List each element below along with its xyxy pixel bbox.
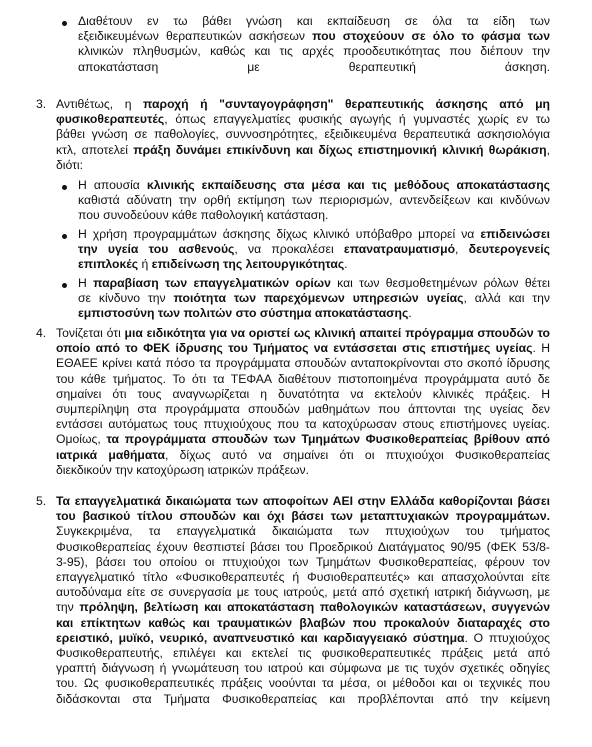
text: Η χρήση προγραμμάτων άσκησης δίχως κλινικό υπόβαθρο μπορεί να [78, 227, 481, 241]
text-line [78, 178, 550, 193]
text: γραπτή διάγνωση ή γνωμάτευση του ιατρού και σύμφωνα με τις τυχόν σχετικές οδηγίες [56, 661, 550, 676]
text: ΕΘΑΕΕ κρίνει κατά πόσο τα προγράμματα σπουδών ανταποκρίνονται στο σκοπό ίδρυσης [56, 356, 550, 371]
bold-text: την υγεία του ασθενούς [78, 242, 235, 257]
text-line [78, 242, 550, 257]
text: κλινικών πληθυσμών, καθώς και τις αρχές προοδευτικότητας που διέπουν την [78, 44, 550, 59]
text: αποκατάσταση με θεραπευτική άσκηση. [78, 59, 550, 74]
text: Ομοίως, [56, 432, 107, 447]
bullet-program-risk [78, 227, 550, 273]
text-line [78, 29, 550, 44]
text: που συνοδεύουν κάθε παθολογική κατάσταση. [78, 208, 329, 223]
text: αυτοδύναμα είτε σε συνεργασία με τους ιατρούς, μετά από σχετική ιατρική διάγνωση, με [56, 585, 550, 600]
text-line [56, 372, 550, 387]
bold-text: εμπιστοσύνη των πολιτών στο σύστημα αποκατάστασης [78, 306, 409, 321]
text: σημαίνει ότι τους αναγνωρίζεται η δυνατότητα να εκτελούν κλινικές πράξεις. Η [56, 386, 550, 401]
text: διεκδικούν την κατοχύρωση ιατρικών πράξεων. [56, 462, 310, 477]
bullet-professional-boundaries [78, 276, 550, 322]
text: του κάθε τμήματος. Το ότι τα ΤΕΦΑΑ διαθέτουν πιστοποιημένα προγράμματα αυτό δε [56, 371, 550, 386]
text-line [78, 227, 550, 242]
text: διδάσκονται στα Τμήματα Φυσικοθεραπείας και προβλέπονται από την κείμενη [56, 691, 550, 706]
text: Συγκεκριμένα, τα επαγγελματικά δικαιώματα των πτυχιούχων του τμήματος [56, 524, 550, 539]
text-line [56, 417, 550, 432]
bullet-clinical-education [78, 178, 550, 224]
text-line [56, 387, 550, 402]
bold-text: πράξη δυνάμει επικίνδυνη και δίχως επιστημονική κλινική θωράκιση [133, 142, 547, 157]
item-3-paragraph [56, 97, 550, 173]
bold-text: ποιότητα των παρεχόμενων υπηρεσιών υγείας [173, 291, 464, 306]
text-line [56, 494, 550, 509]
bold-text: δευτερογενείς [468, 242, 550, 257]
bold-text: ερειστικό, μυϊκό, νευρικό, αναπνευστικό και καρδιαγγειακό σύστημα [56, 630, 465, 645]
text: διότι: [56, 157, 84, 172]
text-line [78, 276, 550, 291]
bold-text: οποίο από το ΦΕΚ ίδρυσης του Τμήματος να εντάσσεται στις επιστήμες υγείας [56, 341, 533, 356]
bullet-dot [62, 234, 67, 239]
text-line [56, 127, 550, 142]
text-line [78, 257, 550, 272]
text-line [56, 326, 550, 341]
text-line [78, 208, 550, 223]
text: Φυσικοθεραπευτής, επιλέγει και εκτελεί τις φυσικοθεραπευτικές πράξεις μετά από [56, 646, 550, 661]
text: Η απουσία [78, 178, 147, 192]
bold-text: κλινικής εκπαίδευσης στα μέσα και τις μεθόδους αποκατάστασης [146, 178, 550, 192]
text: εξειδικευμένων θεραπευτικών ασκήσεων [78, 29, 305, 44]
bold-text: πρόληψη, βελτίωση και αποκατάσταση παθολογικών καταστάσεων, συγγενών [79, 600, 550, 615]
text: , να προκαλέσει [234, 242, 344, 257]
bold-text: και επίκτητων καθώς και τραυματικών βλαβών που προκαλούν διαταραχές στο [56, 615, 550, 630]
text-line [56, 616, 550, 631]
text-line [56, 509, 550, 524]
text-line [56, 631, 550, 646]
text: του. Ως φυσικοθεραπευτικές πράξεις νοούνται τα μέσα, οι μέθοδοι και οι τεχνικές που [56, 676, 550, 691]
text: συμπερίληψη στα προγράμματα σπουδών μαθημάτων που άπτονται της υγείας δεν [56, 402, 550, 417]
text-line [56, 570, 550, 585]
text-line [56, 676, 550, 691]
text: . Η [532, 341, 550, 356]
text-line [56, 97, 550, 112]
text: Η [78, 276, 94, 290]
bold-text: παραβίαση των επαγγελματικών ορίων [93, 276, 331, 290]
text: κτλ, αποτελεί [56, 142, 134, 157]
text-line [78, 306, 550, 321]
bullet-specialized-exercise [78, 14, 550, 75]
text-line [56, 692, 550, 707]
text-line [56, 600, 550, 615]
text-line [56, 463, 550, 478]
bold-text: ιατρικά μαθήματα [56, 447, 165, 462]
text: την [56, 600, 80, 615]
text-line [78, 44, 550, 59]
text: βάθει γνώση σε παθολογίες, συννοσηρότητες, εξειδικευμένα θεραπευτικά ασκησιολόγια [56, 127, 550, 142]
text: , αλλά και την [463, 291, 550, 306]
item-number-5: 5. [36, 494, 47, 508]
text-line [56, 112, 550, 127]
item-4-paragraph [56, 326, 550, 478]
text: , [455, 242, 469, 257]
bold-text: τα προγράμματα σπουδών των Τμημάτων Φυσικοθεραπείας βρίθουν από [106, 432, 550, 447]
bold-text: επιδεινώσει [480, 227, 550, 241]
text-line [56, 585, 550, 600]
text: Τονίζεται ότι [56, 326, 125, 340]
bold-text: μια ειδικότητα για να οριστεί ως κλινική απαιτεί πρόγραμμα σπουδών το [124, 326, 550, 340]
text: Διαθέτουν εν τω βάθει γνώση και εκπαίδευση σε όλα τα είδη των [78, 14, 550, 28]
text: . [408, 306, 412, 321]
text-line [56, 555, 550, 570]
text-line [56, 540, 550, 555]
item-5-paragraph [56, 494, 550, 707]
text: , δίχως αυτό να σημαίνει ότι οι πτυχιούχοι Φυσικοθεραπείας [164, 447, 550, 462]
text-line [56, 661, 550, 676]
item-number-3: 3. [36, 97, 47, 111]
bold-text: παροχή ή "συνταγογράφηση" θεραπευτικής άσκησης από μη [143, 97, 551, 111]
text: . [344, 257, 348, 272]
bold-text: φυσικοθεραπευτές [56, 112, 165, 127]
text-line [56, 646, 550, 661]
text: , όπως επαγγελματίες φυσικής αγωγής ή γυμναστές χωρίς εν τω [164, 112, 550, 127]
bullet-dot [62, 283, 67, 288]
text-line [56, 402, 550, 417]
text-line [56, 432, 550, 447]
text: Φυσικοθεραπείας έχουν θεσπιστεί βάσει του Προεδρικού Διατάγματος 90/95 (ΦΕΚ 53/8- [56, 539, 550, 554]
text-line [78, 291, 550, 306]
text: 3-95), βάσει του οποίου οι πτυχιούχοι των Τμημάτων Φυσικοθεραπείας, φέρουν τον [56, 554, 550, 569]
text-line [56, 356, 550, 371]
text: ή [138, 257, 152, 272]
text-line [56, 341, 550, 356]
item-number-4: 4. [36, 326, 47, 340]
text: καθιστά αδύνατη την ορθή εκτίμηση των περιορισμών, αντενδείξεων και κινδύνων [78, 193, 550, 208]
text: . Ο πτυχιούχος [464, 630, 550, 645]
bold-text: Τα επαγγελματικά δικαιώματα των αποφοίτων ΑΕΙ στην Ελλάδα καθορίζονται βάσει [56, 494, 550, 508]
bold-text: επιδείνωση της λειτουργικότητας [151, 257, 345, 272]
text: επαγγελματικό τίτλο «Φυσικοθεραπευτές ή Φυσιοθεραπευτές» και απασχολούνται είτε [56, 570, 550, 585]
bold-text: του βασικού τίτλου σπουδών και όχι βάσει των μεταπτυχιακών προγραμμάτων. [56, 509, 550, 524]
bullet-dot [62, 21, 67, 26]
bold-text: επιπλοκές [78, 257, 139, 272]
text: σε κίνδυνο την [78, 291, 174, 306]
text-line [56, 158, 550, 173]
text-line [78, 193, 550, 208]
text: Αντιθέτως, η [56, 97, 144, 111]
bold-text: που στοχεύουν σε όλο το φάσμα των [304, 29, 550, 44]
text: και των θεσμοθετημένων ρόλων θέτει [330, 276, 550, 290]
text-line [78, 60, 550, 75]
text-line [78, 14, 550, 29]
text-line [56, 143, 550, 158]
text-line [56, 448, 550, 463]
bullet-dot [62, 185, 67, 190]
text: εντάσσει αυτόματως τους πτυχιούχους που τα κατοχύρωσαν στους επιστήμονες υγείας. [56, 417, 550, 432]
bold-text: επανατραυματισμό [343, 242, 456, 257]
text: , [546, 142, 550, 157]
text-line [56, 524, 550, 539]
